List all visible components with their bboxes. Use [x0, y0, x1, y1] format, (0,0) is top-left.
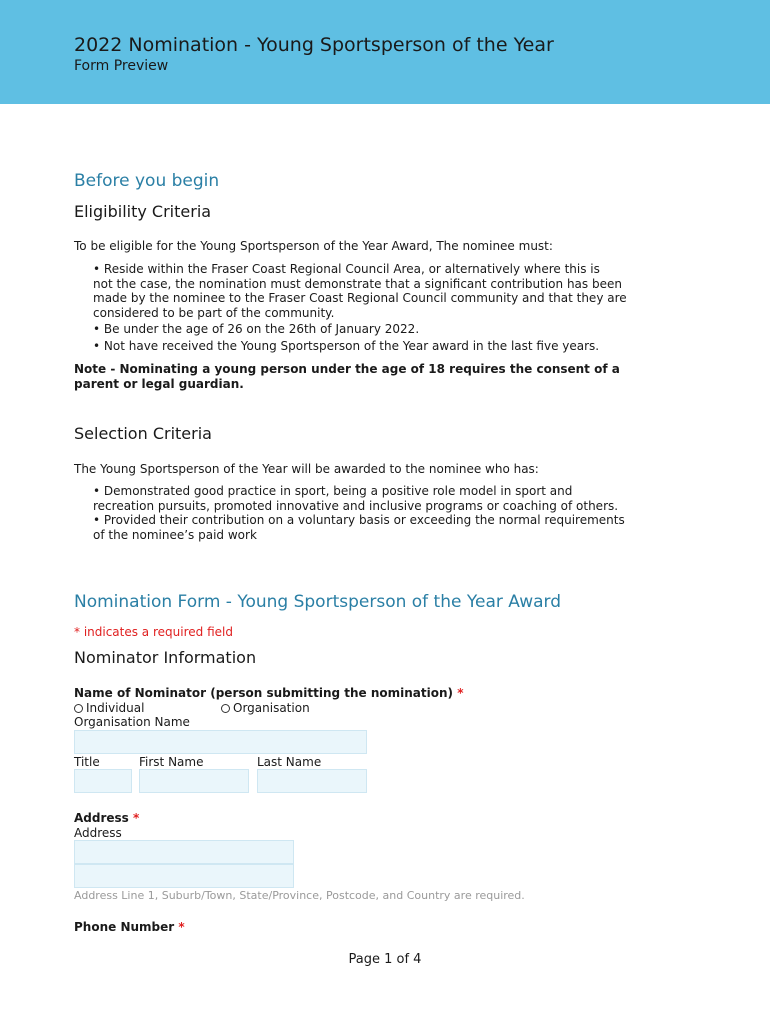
radio-individual[interactable]	[74, 701, 144, 716]
radio-organisation[interactable]	[221, 701, 310, 716]
nominator-name-label-text: Name of Nominator (person submitting the nomination)	[74, 686, 454, 700]
radio-individual-label: Individual	[86, 701, 145, 715]
form-title: 2022 Nomination - Young Sportsperson of the Year	[74, 34, 554, 56]
required-field-note: * indicates a required field	[74, 625, 233, 639]
title-input[interactable]	[74, 769, 132, 793]
organisation-name-label: Organisation Name	[74, 715, 190, 729]
radio-circle-icon[interactable]	[74, 704, 83, 713]
form-header	[0, 0, 770, 104]
address-line-2-input[interactable]	[74, 864, 294, 888]
address-help-text: Address Line 1, Suburb/Town, State/Province, Postcode, and Country are required.	[74, 889, 525, 902]
eligibility-intro: To be eligible for the Young Sportsperson of the Year Award, The nominee must:	[74, 239, 553, 253]
address-line-1-input[interactable]	[74, 840, 294, 864]
list-item: • Reside within the Fraser Coast Regional Council Area, or alternatively where this is not the case, the nomination must demonstrate that a significant contribution has been made by the nominee to the Fraser Coast Regional Council community and that they are considered to be part of the community.	[93, 262, 627, 320]
list-item: • Be under the age of 26 on the 26th of January 2022.	[93, 322, 420, 337]
required-mark: *	[457, 686, 464, 700]
organisation-name-input[interactable]	[74, 730, 367, 754]
before-you-begin-heading: Before you begin	[74, 171, 220, 191]
selection-list	[93, 484, 703, 542]
eligibility-heading: Eligibility Criteria	[74, 202, 212, 221]
nominator-name-label	[74, 686, 463, 701]
title-label: Title	[74, 755, 100, 769]
first-name-input[interactable]	[139, 769, 249, 793]
list-item: • Not have received the Young Sportsperson of the Year award in the last five years.	[93, 338, 600, 353]
radio-organisation-label: Organisation	[233, 701, 310, 715]
phone-number-label	[74, 920, 185, 935]
nomination-form-heading: Nomination Form - Young Sportsperson of the Year Award	[74, 592, 561, 612]
list-item: • Provided their contribution on a voluntary basis or exceeding the normal requirements of the nominee’s paid work	[93, 513, 625, 542]
last-name-input[interactable]	[257, 769, 367, 793]
radio-circle-icon[interactable]	[221, 704, 230, 713]
address-label	[74, 811, 139, 826]
list-item: • Demonstrated good practice in sport, being a positive role model in sport and recreation pursuits, promoted innovative and inclusive programs or coaching of others.	[93, 484, 619, 513]
required-mark: *	[178, 920, 185, 934]
form-preview-label: Form Preview	[74, 58, 169, 74]
consent-note-line2: parent or legal guardian.	[74, 377, 244, 391]
consent-note: Note - Nominating a young person under the age of 18 requires the consent of a	[74, 362, 620, 376]
first-name-label: First Name	[139, 755, 204, 769]
address-sub-label: Address	[74, 826, 122, 840]
required-mark: *	[133, 811, 140, 825]
selection-intro: The Young Sportsperson of the Year will be awarded to the nominee who has:	[74, 462, 539, 476]
phone-number-label-text: Phone Number	[74, 920, 175, 934]
page-indicator: Page 1 of 4	[348, 952, 422, 967]
nominator-info-heading: Nominator Information	[74, 648, 257, 667]
selection-heading: Selection Criteria	[74, 424, 212, 443]
address-label-text: Address	[74, 811, 129, 825]
eligibility-list	[93, 262, 703, 354]
last-name-label: Last Name	[257, 755, 322, 769]
